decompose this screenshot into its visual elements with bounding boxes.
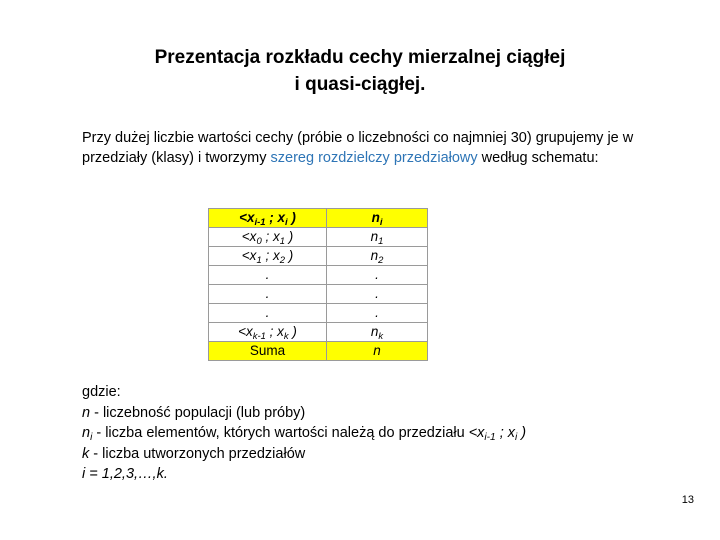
count-cell: $n_1$: [327, 228, 428, 247]
legend-heading: gdzie:: [82, 384, 121, 400]
legend-block: [82, 382, 682, 485]
legend-item: k - liczba utworzonych przedziałów: [82, 445, 306, 462]
intro-text-before: Przy dużej liczbie wartości cechy (próbie o liczebności co najmniej 30) grupujemy je w przedziały (klasy) i tworzymy: [82, 130, 634, 166]
interval-cell: $<x_{k-1}$ ; $x_k$ ): [209, 323, 327, 342]
interval-cell: $<x_1$ ; $x_2$ ): [209, 247, 327, 266]
count-cell: $n_k$: [327, 323, 428, 342]
interval-cell: $<x_0$ ; $x_1$ ): [209, 228, 327, 247]
count-cell: .: [327, 266, 428, 285]
page-number: 13: [681, 494, 694, 506]
table-header-row: [209, 209, 428, 228]
table-row: [209, 266, 428, 285]
title-line-2: i quasi-ciągłej.: [294, 74, 426, 95]
slide-title: [0, 44, 720, 98]
intro-text-after: według schematu:: [477, 150, 599, 166]
table-footer-row: [209, 342, 428, 361]
header-interval: $<x_{i-1}$ ; $x_i$ ): [209, 209, 327, 228]
legend-item: n - liczebność populacji (lub próby): [82, 404, 306, 421]
legend-item: $n_i$ - liczba elementów, których wartości należą do przedziału $<x_{i-1}$ ; $x_i$ ): [82, 425, 527, 443]
table-row: [209, 304, 428, 323]
table-row: [209, 285, 428, 304]
table-row: [209, 323, 428, 342]
table-row: [209, 228, 428, 247]
sum-label: Suma: [209, 342, 327, 361]
interval-cell: .: [209, 266, 327, 285]
table-row: [209, 247, 428, 266]
sum-value: n: [327, 342, 428, 361]
legend-item: i = 1,2,3,…,k.: [82, 466, 168, 482]
count-cell: .: [327, 285, 428, 304]
header-count: $n_i$: [327, 209, 428, 228]
intro-highlight-term: szereg rozdzielczy przedziałowy: [270, 150, 478, 166]
interval-cell: .: [209, 285, 327, 304]
distribution-table: [208, 208, 428, 361]
title-line-1: Prezentacja rozkładu cechy mierzalnej ciągłej: [154, 47, 566, 68]
intro-paragraph: [82, 128, 662, 168]
count-cell: .: [327, 304, 428, 323]
interval-cell: .: [209, 304, 327, 323]
count-cell: $n_2$: [327, 247, 428, 266]
